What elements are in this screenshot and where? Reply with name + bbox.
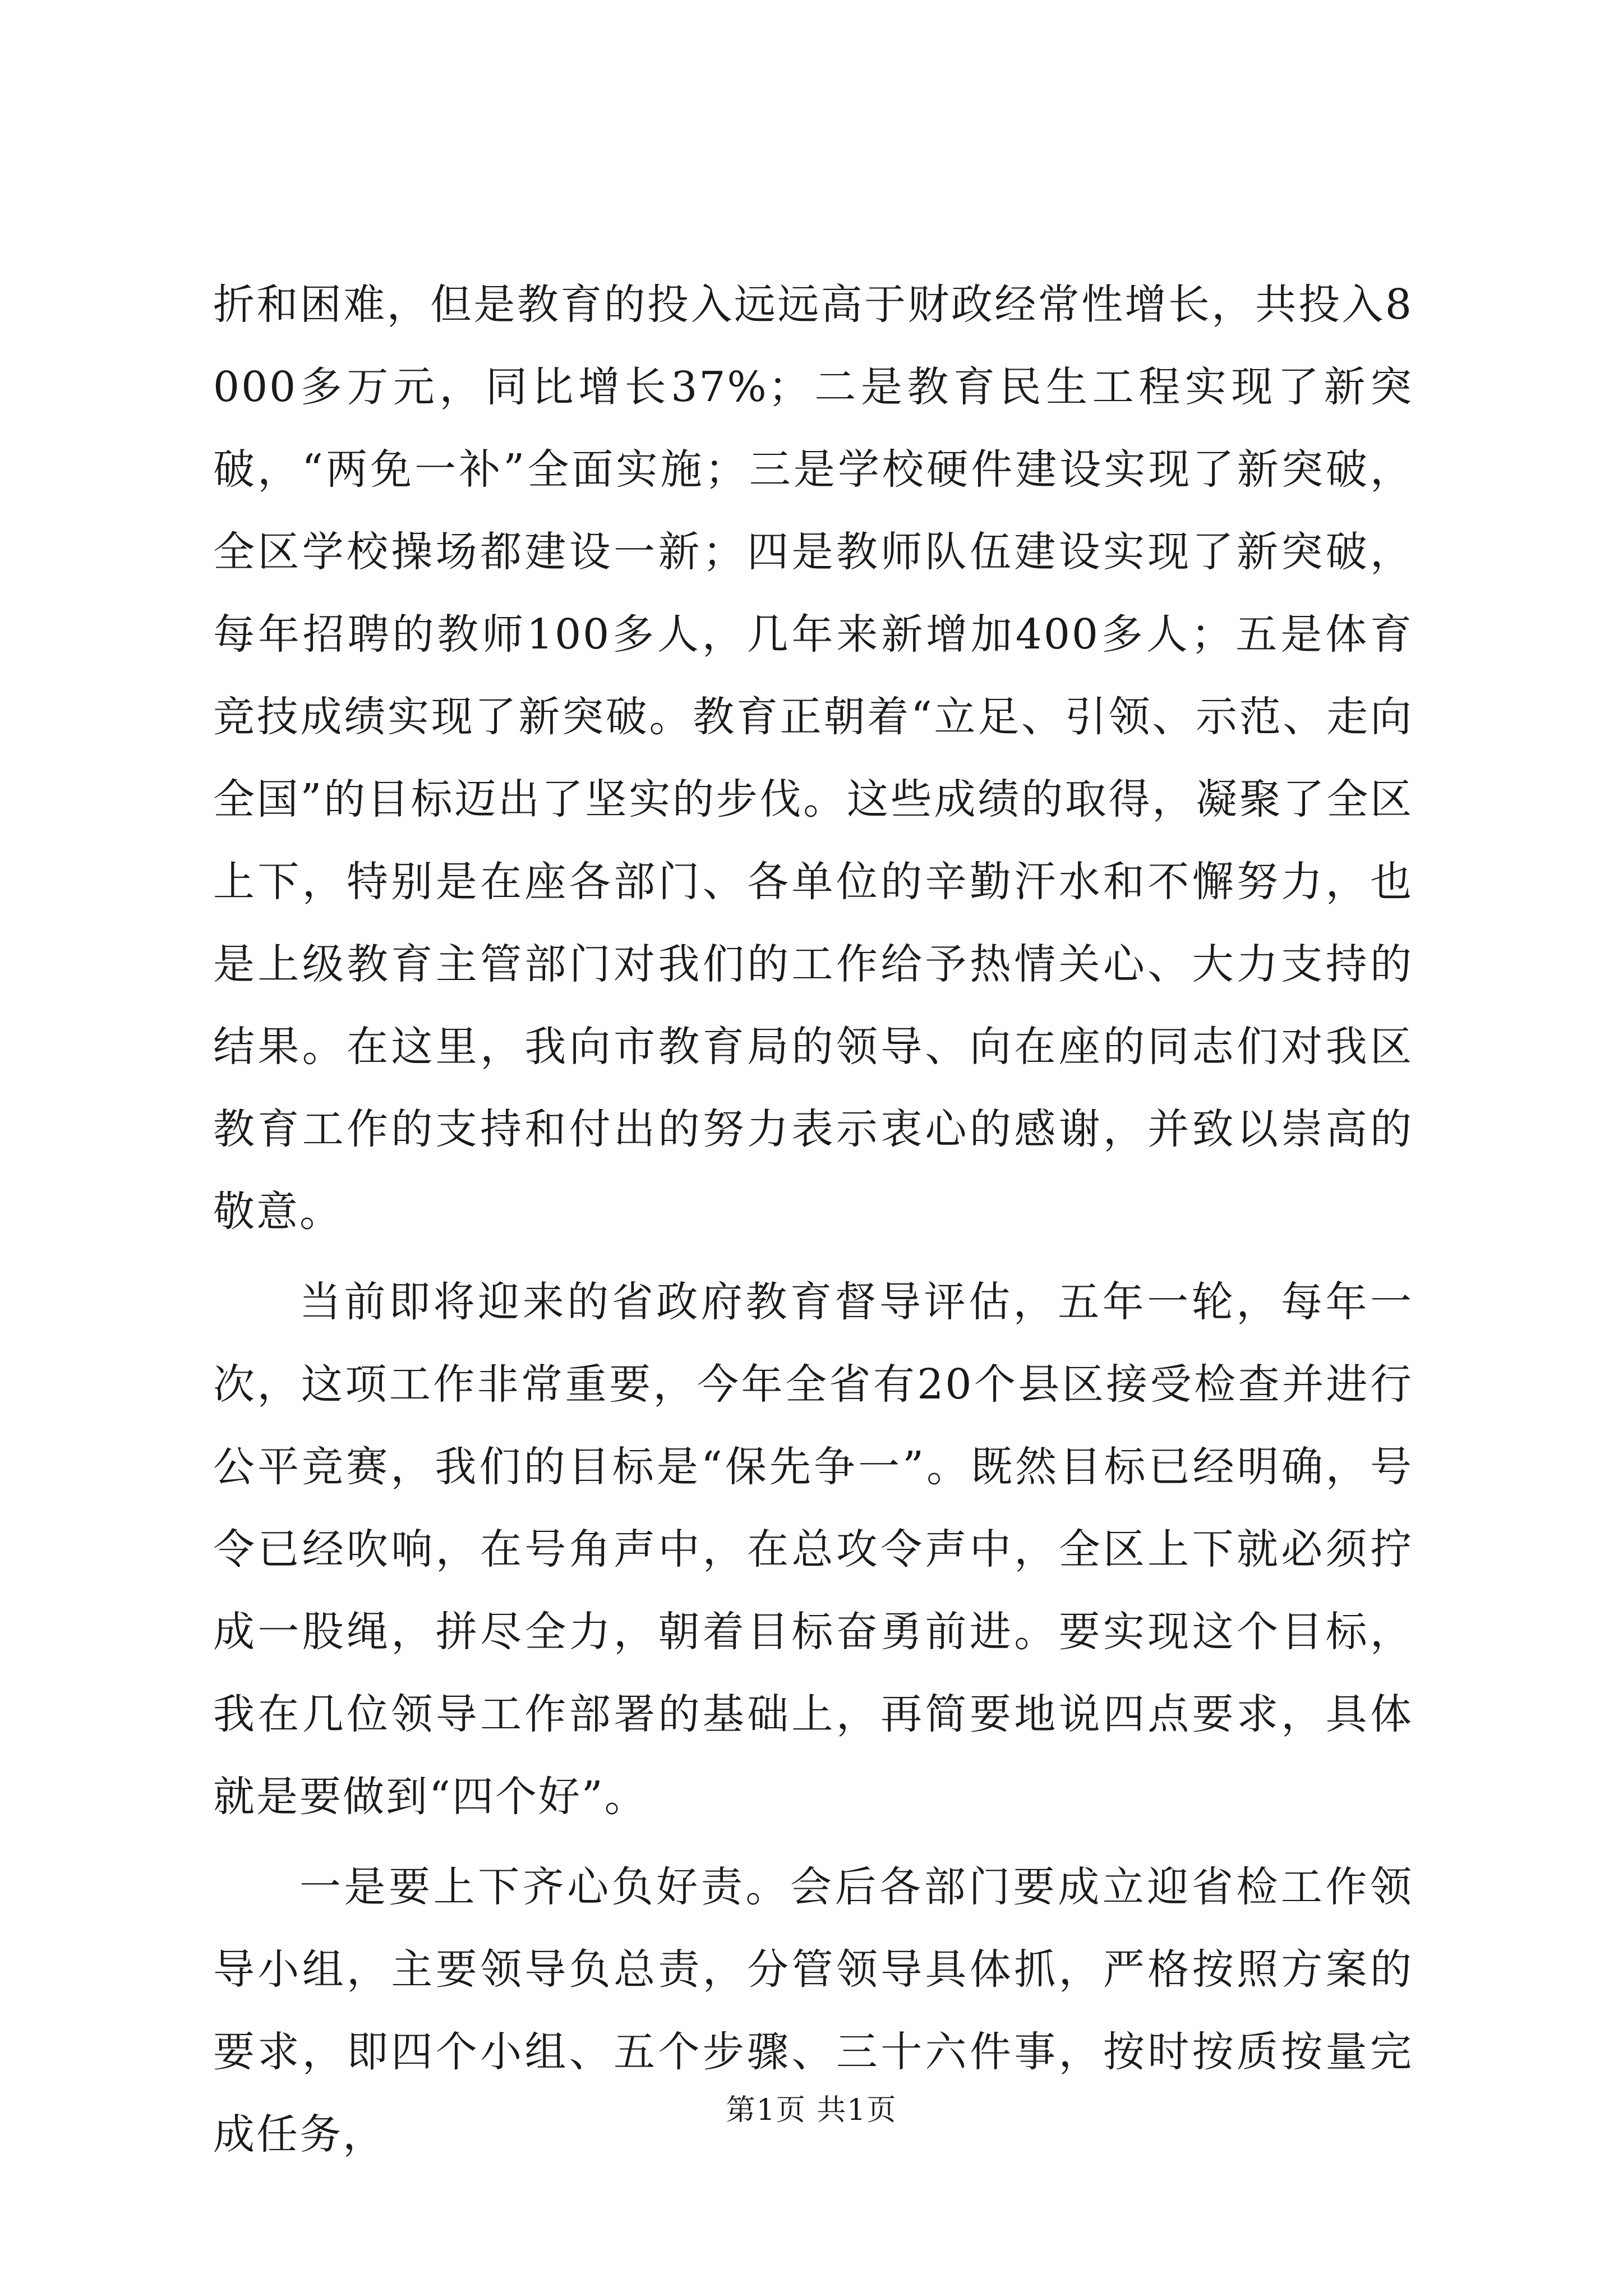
document-body bbox=[213, 264, 1413, 2176]
paragraph-inspection-goal: 当前即将迎来的省政府教育督导评估，五年一轮，每年一次，这项工作非常重要，今年全省有20个县区接受检查并进行公平竞赛，我们的目标是“保先争一”。既然目标已经明确，号令已经吹响，在号角声中，在总攻令声中，全区上下就必须拧成一股绳，拼尽全力，朝着目标奋勇前进。要实现这个目标，我在几位领导工作部署的基础上，再简要地说四点要求，具体就是要做到“四个好”。 bbox=[213, 1278, 1413, 1821]
paragraph-continued: 折和困难，但是教育的投入远远高于财政经常性增长，共投入8000多万元，同比增长37%；二是教育民生工程实现了新突破，“两免一补”全面实施；三是学校硬件建设实现了新突破，全区学校操场都建设一新；四是教师队伍建设实现了新突破，每年招聘的教师100多人，几年来新增加400多人；五是体育竞技成绩实现了新突破。教育正朝着“立足、引领、示范、走向全国”的目标迈出了坚实的步伐。这些成绩的取得，凝聚了全区上下，特别是在座各部门、各单位的辛勤汗水和不懈努力，也是上级教育主管部门对我们的工作给予热情关心、大力支持的结果。在这里，我向市教育局的领导、向在座的同志们对我区教育工作的支持和付出的努力表示衷心的感谢，并致以崇高的敬意。 bbox=[213, 280, 1413, 1236]
paragraph-requirement-one: 一是要上下齐心负好责。会后各部门要成立迎省检工作领导小组，主要领导负总责，分管领导具体抓，严格按照方案的要求，即四个小组、五个步骤、三十六件事，按时按质按量完成任务， bbox=[213, 1863, 1413, 2159]
page-footer: 第1页 共1页 bbox=[726, 2093, 897, 2127]
